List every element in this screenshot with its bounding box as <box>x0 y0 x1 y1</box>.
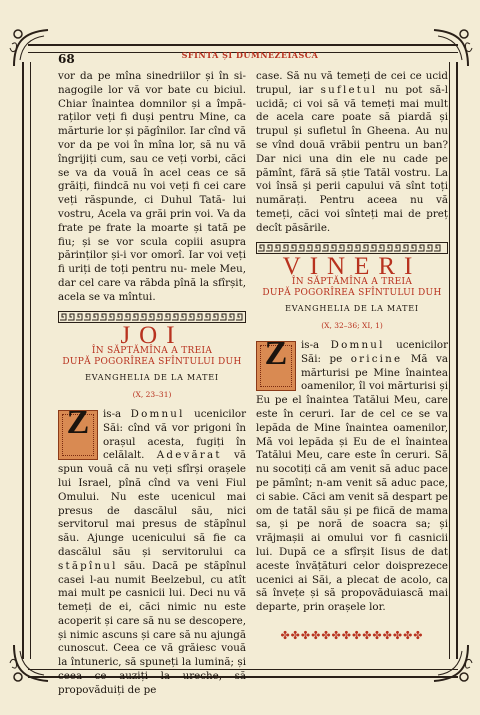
meander-divider <box>58 311 246 323</box>
text-line: raților veți fi duși pentru Mine, ca <box>58 111 246 124</box>
spaced-text-run: Adevărat <box>156 449 222 462</box>
end-ornament: ✤✤✤✤✤✤✤✤✤✤✤✤✤✤ <box>280 628 424 642</box>
text-line: să grăiți, fiindcă nu voi veți fi cei <box>58 166 246 193</box>
text-run: său. Dacă pe stăpînul casei l-au numit Beelzebul, cu atît mai mult pe casnicii lui. Deci nu vă temeți de ei, căci nimic nu este acoperit și care să nu se descopere, și nimic ascuns și care să nu ajungă cunoscut. Ceea ce vă grăiesc vouă la întuneric, să spuneți la lumină; și ceea ce auziți la ureche, să propovăduiți de pe <box>58 559 246 696</box>
gospel-reference: (X, 23–31) <box>132 390 172 400</box>
text-run: Mă va mărturisi pe Mine înaintea oamenilor, îl voi mărturisi și Eu pe el înaintea Tatălui Meu, care este în ceruri. Iar de cel ce se va lepăda de Mine înaintea oamenilor, Mă voi lepăda și Eu de el înaintea Tatălui Meu, care este în ceruri. Să nu socotiți că am venit să aduc pace pe pămînt; n-am venit să aduc pace, ci sabie. Căci am venit să despart pe om de tatăl său și pe fiică de mama sa, și pe noră de soacra sa; și vrăjmașii ai omului vor fi casnicii lui. După ce a sfîrșit Iisus de dat aceste învățături celor doisprezece ucenici ai Săi, a plecat de acolo, ca să învețe și să propovăduiască mai departe, prin orașele lor. <box>256 352 449 614</box>
drop-cap-letter: Z <box>66 403 90 441</box>
corner-ornament-icon <box>8 639 56 687</box>
text-run: vă spun vouă că nu veți sfîrși orașele lui Israel, pînă cînd va veni Fiul Omului. Nu este ucenicul mai presus de dascălul său, nici servitorul mai presus de stăpînul său. Ajunge ucenicului să fie ca dascălul său și servitorului ca <box>58 449 246 558</box>
right-column <box>256 70 448 643</box>
spaced-text-run: oricine <box>350 352 403 365</box>
spaced-text-run: Domnul <box>130 407 185 420</box>
gospel-heading: EVANGHELIA DE LA MATEI <box>285 304 419 314</box>
day-subtitle: DUPĂ POGORÎREA SFÎNTULUI DUH <box>62 357 242 368</box>
day-title: JOI <box>120 321 184 349</box>
text-run: ucenicilor Săi: cînd vă vor prigoni în orașul acesta, fugiți în celălalt. <box>103 407 246 462</box>
text-line: tată pe fiu; și se vor scula copiii <box>58 221 246 248</box>
text-line: voi veți fi uriți de toți pentru nu- <box>58 249 246 276</box>
spaced-text-run: Domnul <box>330 338 385 351</box>
day-subtitle: ÎN SĂPTĂMÎNA A TREIA <box>91 346 213 357</box>
text-line: asupra părinților și-i vor omorî. Iar <box>58 235 247 262</box>
gospel-heading: EVANGHELIA DE LA MATEI <box>85 373 219 383</box>
corner-ornament-icon <box>426 24 474 72</box>
text-line: Chiar înaintea domnilor și a împă- <box>58 97 246 110</box>
spaced-text-run: sufletul <box>320 83 378 96</box>
spaced-text-run: stăpînul <box>58 559 118 572</box>
text-line: vă vor da pe voi în mîna lor, să nu <box>58 125 246 151</box>
left-column <box>58 70 246 698</box>
day-title: VINERI <box>282 252 422 280</box>
frame-left-border <box>22 62 31 659</box>
drop-cap-initial <box>256 334 296 391</box>
corner-ornament-icon <box>426 639 474 687</box>
day-subtitle: ÎN SĂPTĂMÎNA A TREIA <box>291 277 413 288</box>
text-line: vor da pe mîna sinedriilor și în si- <box>58 70 246 82</box>
day-subtitle: DUPĂ POGORÎREA SFÎNTULUI DUH <box>262 288 442 299</box>
intro-paragraph <box>58 70 246 305</box>
drop-cap-initial <box>58 403 98 460</box>
text-run: is-a <box>103 407 122 420</box>
meander-divider <box>256 242 448 254</box>
text-line: vă îngrijiți cum, sau ce veți vorbi, <box>58 138 247 165</box>
drop-cap-letter: Z <box>264 334 288 372</box>
running-title: SFINTA ȘI DUMNEZEIASCA <box>181 50 319 60</box>
corner-ornament-icon <box>8 24 56 72</box>
text-line: Va da frate pe frate la moarte și <box>58 207 246 234</box>
text-run: is-a <box>301 338 320 351</box>
text-run: case. Să nu vă temeți de cei ce ucid trupul, iar <box>256 70 448 96</box>
text-run: ucenicilor Săi: pe <box>301 338 448 365</box>
text-line: mărturie lor și păgînilor. Iar cînd <box>58 125 231 138</box>
text-line: mele Meu, dar cel care va răbda <box>58 263 247 289</box>
frame-right-border <box>449 62 458 659</box>
gospel-paragraph <box>58 403 246 698</box>
gospel-reference: (X, 32–36; XI, 1) <box>321 321 383 331</box>
text-line: care veți răspunde, ci Duhul Tată- <box>58 180 246 207</box>
intro-paragraph <box>256 70 448 236</box>
text-run: nu pot să-l ucidă; ci voi să vă temeți mai mult de acela care poate să piardă și trupul și sufletul în Gheena. Au nu se vînd două vrăbii pentru un ban? Dar nici una din ele nu cade pe pămînt, fără să știe Tatăl vostru. La voi însă și perii capului vă sînt toți numărați. Pentru aceea nu vă temeți, căci voi sînteți mai de preț decît păsările. <box>256 83 449 234</box>
text-line: pînă la sfîrșit, acela se va mîntui. <box>58 276 247 303</box>
page-number: 68 <box>58 52 75 66</box>
text-line: nagogile lor vă vor bate cu biciul. <box>58 83 246 96</box>
gospel-paragraph <box>256 334 449 615</box>
text-line: căci se va da vouă în acel ceas ce <box>58 152 246 179</box>
text-line: lui vostru, Acela va grăi prin voi. <box>58 194 247 220</box>
